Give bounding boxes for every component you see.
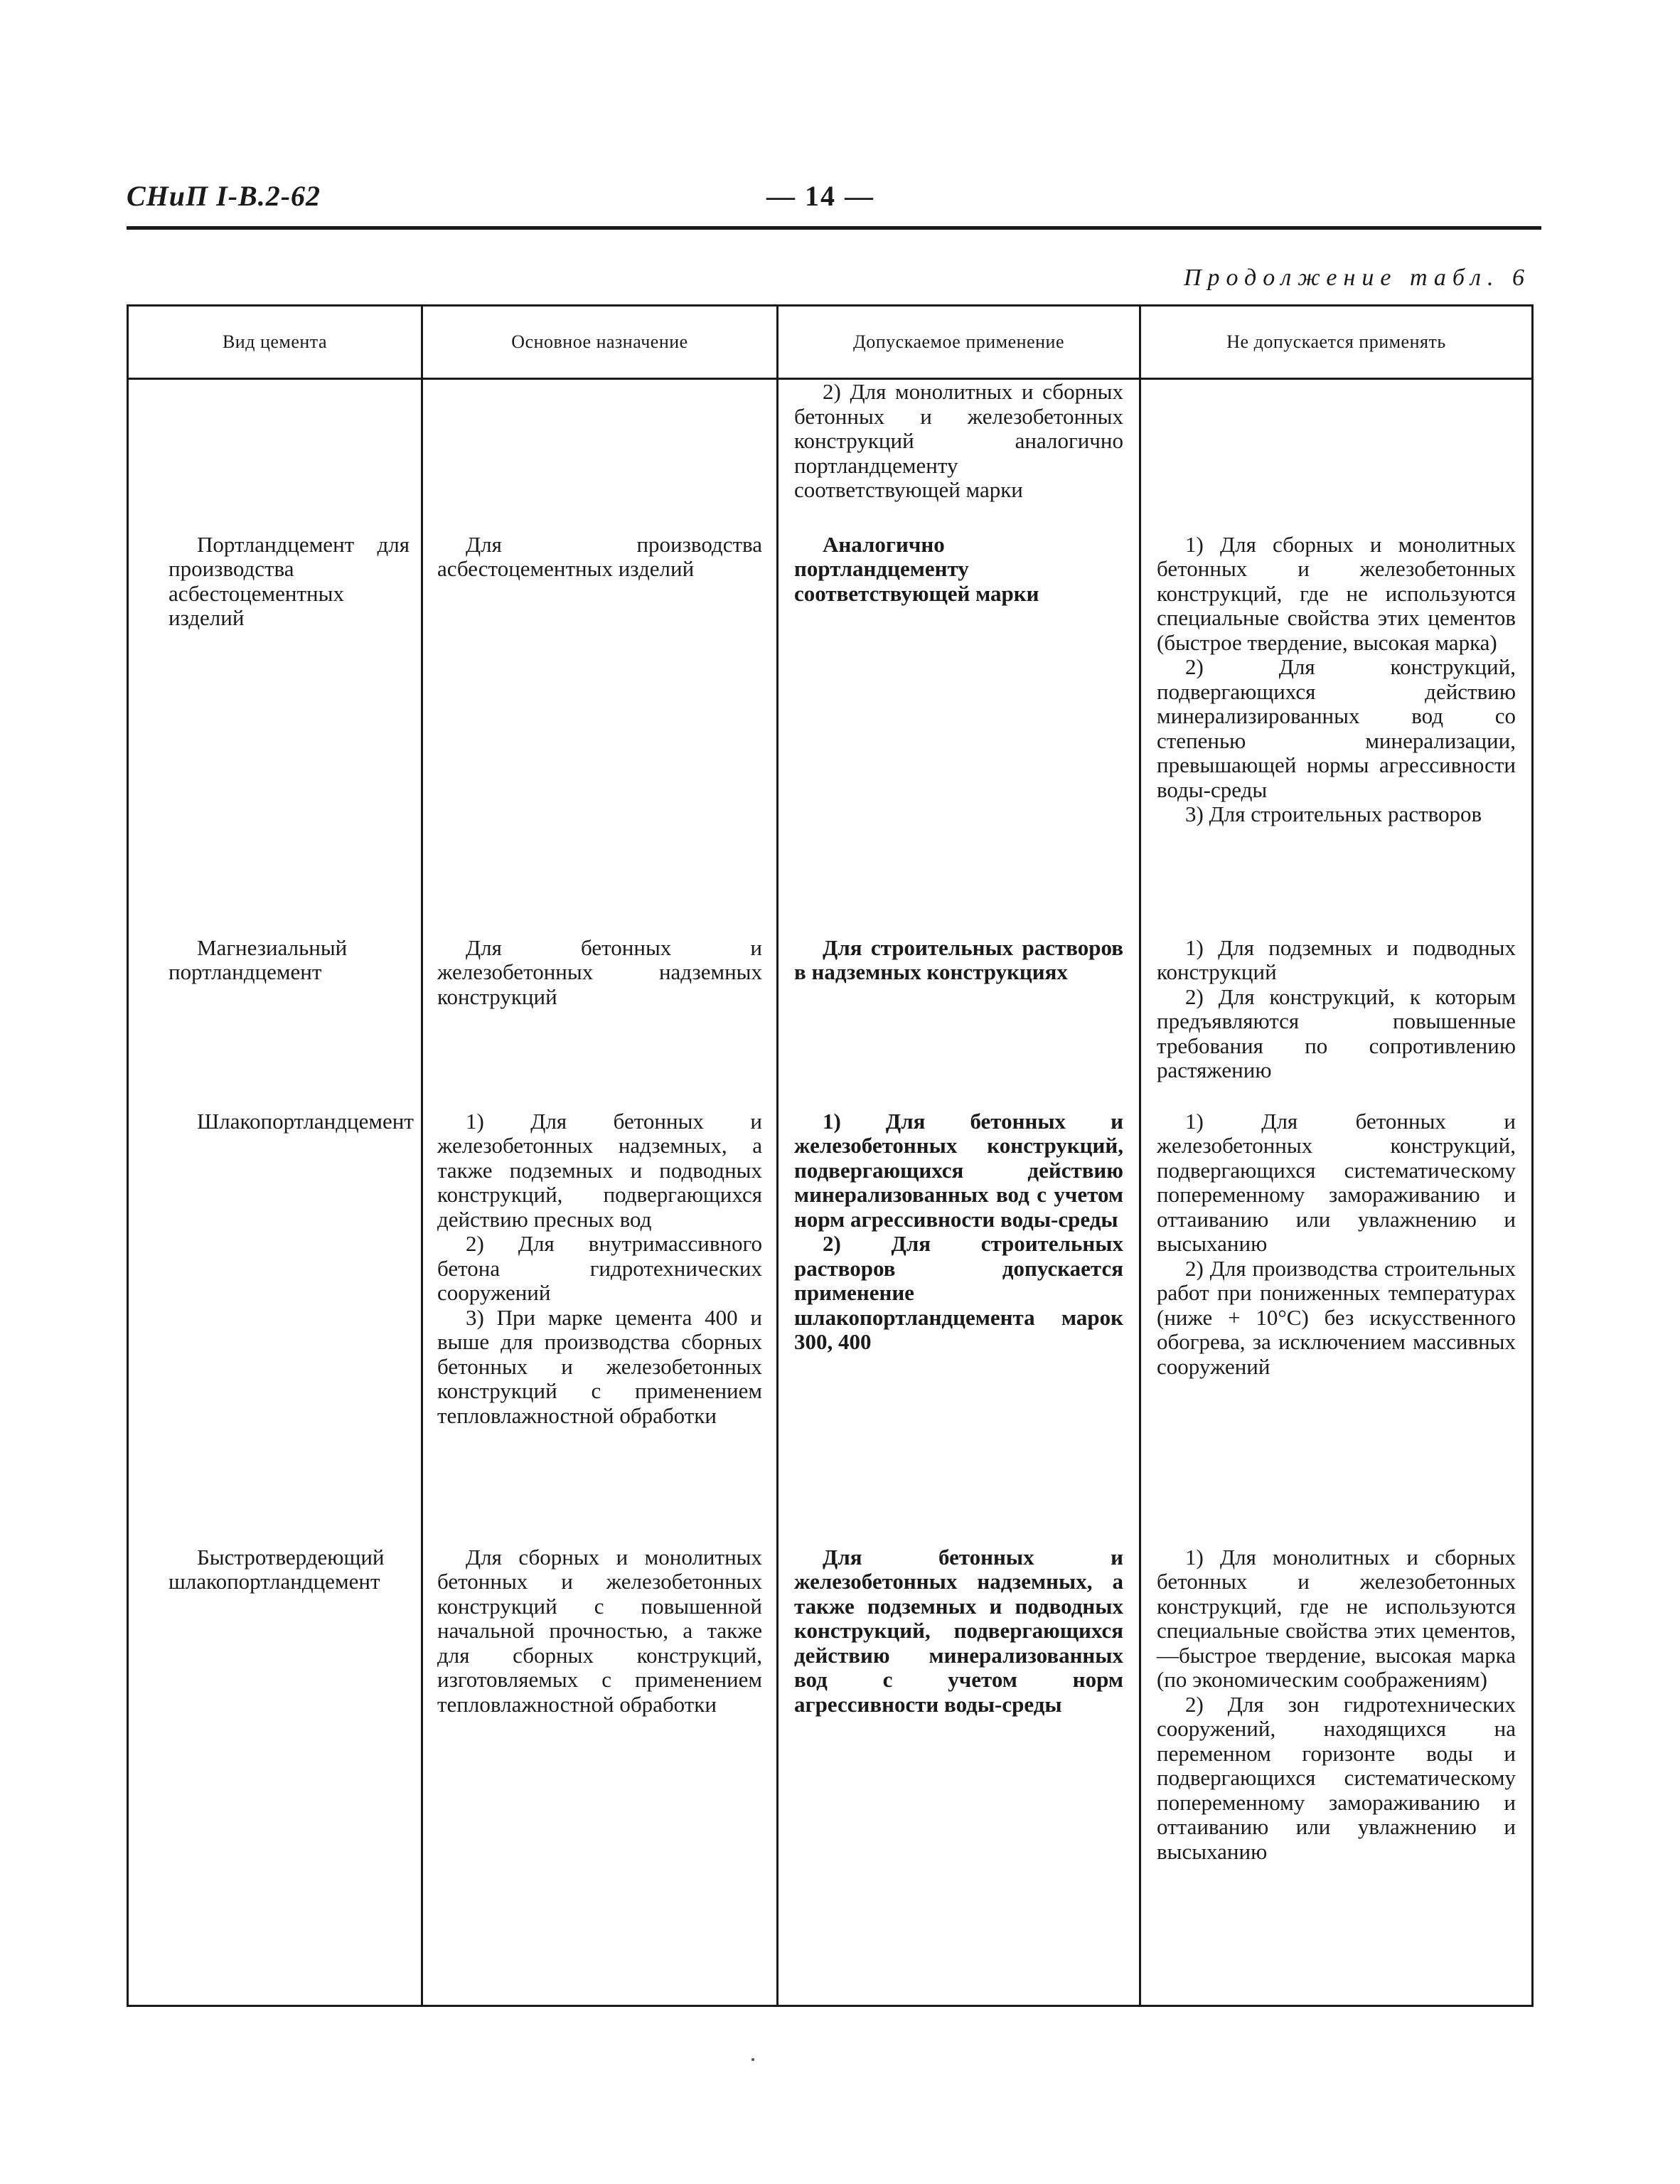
allowed-item: Аналогично портландцементу соответствующей марки <box>794 531 1039 606</box>
table-row <box>128 379 1533 533</box>
cell-not-allowed <box>1140 379 1533 533</box>
purpose-item: Для сборных и монолитных бетонных и железобетонных конструкций с повышенной начальной прочностью, а также для сборных конструкций, изготовляемых с применением тепловлажностной обработки <box>437 1544 762 1717</box>
cell-type <box>128 1109 422 1545</box>
cell-allowed <box>778 379 1140 533</box>
cell-not-allowed <box>1140 1545 1533 2006</box>
purpose-item: 2) Для внутримассивного бетона гидротехнических сооружений <box>437 1231 762 1306</box>
cell-purpose <box>422 379 778 533</box>
purpose-item: 3) При марке цемента 400 и выше для производства сборных бетонных и железобетонных конструкций с применением тепловлажностной обработки <box>437 1304 762 1428</box>
not-allowed-item: 1) Для бетонных и железобетонных конструкций, подвергающихся систематическому попеременному замораживанию и оттаиванию или увлажнению и высыханию <box>1157 1108 1516 1257</box>
page-number: — 14 — <box>766 180 874 212</box>
column-header-not-allowed: Не допускается применять <box>1140 306 1533 379</box>
cell-not-allowed <box>1140 533 1533 936</box>
table-row <box>128 533 1533 936</box>
cell-type <box>128 936 422 1109</box>
cell-type <box>128 379 422 533</box>
not-allowed-item: 2) Для конструкций, к которым предъявляются повышенные требования по сопротивлению растяжению <box>1157 984 1516 1083</box>
cell-purpose <box>422 936 778 1109</box>
table-row <box>128 936 1533 1109</box>
cell-purpose <box>422 533 778 936</box>
not-allowed-item: 1) Для монолитных и сборных бетонных и железобетонных конструкций, где не используются специальные свойства этих цементов,—быстрое твердение, высокая марка (по экономическим соображениям) <box>1157 1544 1516 1693</box>
cement-type: Шлакопортландцемент <box>197 1108 414 1134</box>
not-allowed-item: 1) Для подземных и подводных конструкций <box>1157 934 1516 985</box>
purpose-item: 1) Для бетонных и железобетонных надземных, а также подземных и подводных конструкций, подвергающихся действию пресных вод <box>437 1108 762 1232</box>
cell-not-allowed <box>1140 1109 1533 1545</box>
allowed-item: 2) Для монолитных и сборных бетонных и железобетонных конструкций аналогично портландцементу соответствующей марки <box>794 379 1123 502</box>
print-speck <box>751 2058 754 2061</box>
cell-allowed <box>778 1545 1140 2006</box>
not-allowed-item: 1) Для сборных и монолитных бетонных и железобетонных конструкций, где не используются специальные свойства этих цементов (быстрое твердение, высокая марка) <box>1157 531 1516 655</box>
not-allowed-item: 2) Для конструкций, подвергающихся действию минерализированных вод со степенью минерализации, превышающей нормы агрессивности воды-среды <box>1157 654 1516 802</box>
cell-type <box>128 1545 422 2006</box>
allowed-item: 1) Для бетонных и железобетонных конструкций, подвергающихся действию минерализованных вод с учетом норм агрессивности воды-среды <box>794 1108 1123 1232</box>
not-allowed-item: 3) Для строительных растворов <box>1185 801 1482 827</box>
cell-allowed <box>778 936 1140 1109</box>
cement-type: Портландцемент для производства асбестоцементных изделий <box>168 531 410 631</box>
cell-allowed <box>778 1109 1140 1545</box>
purpose-item: Для бетонных и железобетонных надземных конструкций <box>437 934 762 1009</box>
not-allowed-item: 2) Для зон гидротехнических сооружений, находящихся на переменном горизонте воды и подвергающихся систематическому попеременному замораживанию и оттаиванию или увлажнению и высыханию <box>1157 1691 1516 1864</box>
cell-type <box>128 533 422 936</box>
not-allowed-item: 2) Для производства строительных работ при пониженных температурах (ниже + 10°С) без искусственного обогрева, за исключением массивных сооружений <box>1157 1255 1516 1379</box>
page-header <box>127 179 1541 222</box>
table-row <box>128 1109 1533 1545</box>
table-row <box>128 1545 1533 2006</box>
column-header-allowed: Допускаемое применение <box>778 306 1140 379</box>
column-header-type: Вид цемента <box>128 306 422 379</box>
column-header-purpose: Основное назначение <box>422 306 778 379</box>
cell-not-allowed <box>1140 936 1533 1109</box>
table-header-row <box>128 306 1533 379</box>
cement-table <box>127 304 1534 2007</box>
cell-allowed <box>778 533 1140 936</box>
allowed-item: Для строительных растворов в надземных конструкциях <box>794 934 1123 985</box>
cell-purpose <box>422 1109 778 1545</box>
table-continuation-label: Продолжение табл. 6 <box>1183 265 1531 291</box>
purpose-item: Для производства асбестоцементных изделий <box>437 531 762 582</box>
cement-type: Магнезиальный портландцемент <box>168 934 348 985</box>
cell-purpose <box>422 1545 778 2006</box>
allowed-item: 2) Для строительных растворов допускается применение шлакопортландцемента марок 300, 400 <box>794 1231 1123 1355</box>
document-code: СНиП I-В.2-62 <box>127 180 321 212</box>
header-rule <box>127 226 1541 230</box>
allowed-item: Для бетонных и железобетонных надземных, а также подземных и подводных конструкций, подвергающихся действию минерализованных вод с учетом норм агрессивности воды-среды <box>794 1544 1123 1717</box>
cement-type: Быстротвердеющий шлакопортландцемент <box>168 1544 385 1594</box>
